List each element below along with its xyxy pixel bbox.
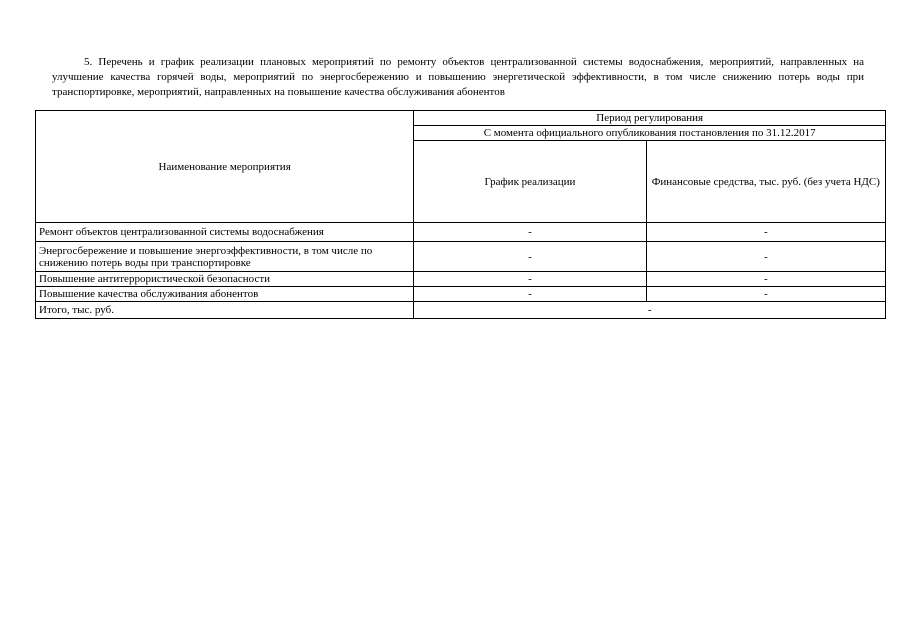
activities-table bbox=[35, 110, 886, 319]
finance-cell: - bbox=[646, 223, 885, 242]
finance-header: Финансовые средства, тыс. руб. (без учета НДС) bbox=[646, 141, 885, 223]
period-sub-header: С момента официального опубликования постановления по 31.12.2017 bbox=[414, 126, 886, 141]
schedule-header: График реализации bbox=[414, 141, 646, 223]
activity-name-header: Наименование мероприятия bbox=[36, 111, 414, 223]
finance-cell: - bbox=[646, 287, 885, 302]
total-value-cell: - bbox=[414, 302, 886, 319]
table-row bbox=[36, 223, 886, 242]
schedule-cell: - bbox=[414, 242, 646, 272]
activity-name-cell: Ремонт объектов централизованной системы водоснабжения bbox=[36, 223, 414, 242]
finance-cell: - bbox=[646, 242, 885, 272]
activity-name-cell: Энергосбережение и повышение энергоэффективности, в том числе по снижению потерь воды при транспортировке bbox=[36, 242, 414, 272]
section-intro-paragraph: 5. Перечень и график реализации плановых мероприятий по ремонту объектов централизованной системы водоснабжения, мероприятий, направленных на улучшение качества горячей воды, мероприятий по энергосбережению и повышению энергетической эффективности, в том числе снижению потерь воды при транспортировке, мероприятий, направленных на повышение качества обслуживания абонентов bbox=[52, 56, 864, 98]
total-label-cell: Итого, тыс. руб. bbox=[36, 302, 414, 319]
finance-cell: - bbox=[646, 272, 885, 287]
total-row bbox=[36, 302, 886, 319]
activity-name-cell: Повышение антитеррористической безопасности bbox=[36, 272, 414, 287]
activity-name-cell: Повышение качества обслуживания абонентов bbox=[36, 287, 414, 302]
schedule-cell: - bbox=[414, 272, 646, 287]
period-header: Период регулирования bbox=[414, 111, 886, 126]
table-row bbox=[36, 242, 886, 272]
table-row bbox=[36, 272, 886, 287]
schedule-cell: - bbox=[414, 287, 646, 302]
table-header-row bbox=[36, 111, 886, 126]
table-row bbox=[36, 287, 886, 302]
schedule-cell: - bbox=[414, 223, 646, 242]
